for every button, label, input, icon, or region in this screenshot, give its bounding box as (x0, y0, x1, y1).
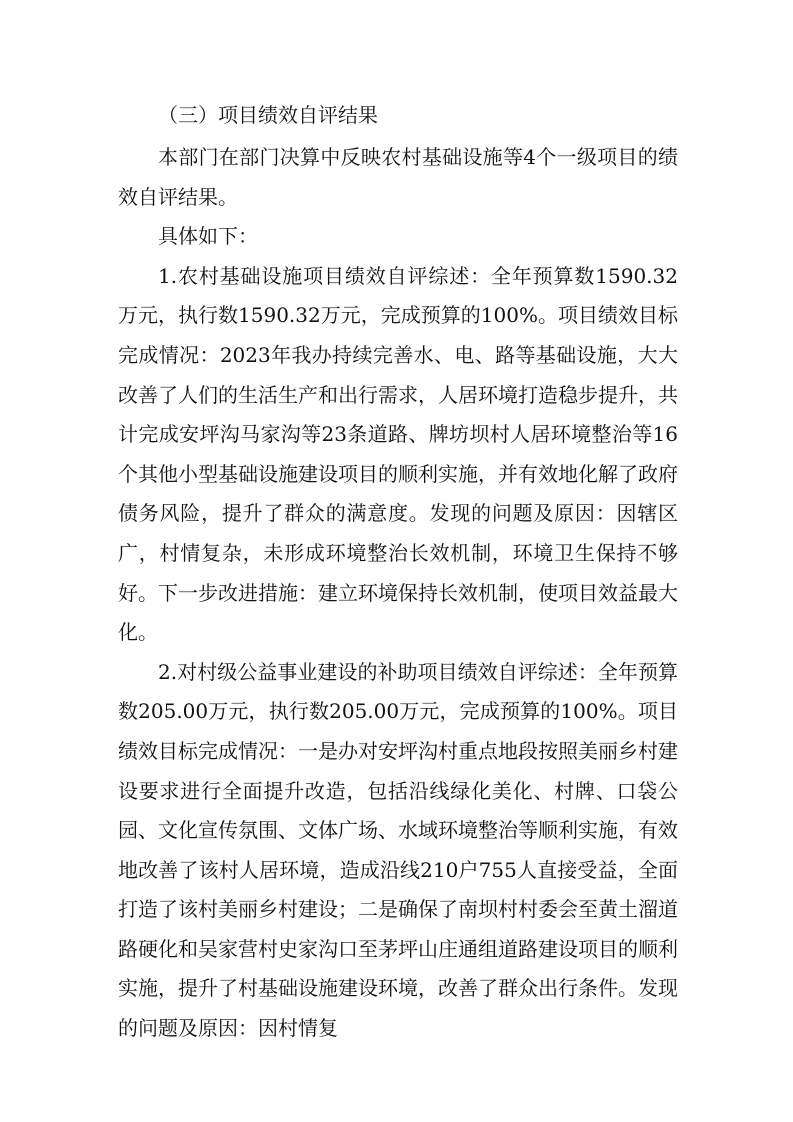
paragraph-details-label: 具体如下： (158, 224, 258, 249)
section-heading: （三）项目绩效自评结果 (158, 103, 378, 127)
paragraph-intro: 本部门在部门决算中反映农村基础设施等4个一级项目的绩效自评结果。 (118, 145, 678, 209)
paragraph-item-1-rural-infrastructure: 1.农村基础设施项目绩效自评综述：全年预算数1590.32万元，执行数1590.32万元，完成预算的100%。项目绩效目标完成情况：2023年我办持续完善水、电、路等基础设施，大大改善了人们的生活生产和出行需求，人居环境打造稳步提升，共计完成安坪沟马家沟等23条道路、牌坊坝村人居环境整治等16个其他小型基础设施建设项目的顺利实施，并有效地化解了政府债务风险，提升了群众的满意度。发现的问题及原因：因辖区广，村情复杂，未形成环境整治长效机制，环境卫生保持不够好。下一步改进措施：建立环境保持长效机制，使项目效益最大化。 (118, 263, 678, 645)
document-page (118, 96, 678, 1049)
paragraph-item-2-village-public-welfare: 2.对村级公益事业建设的补助项目绩效自评综述：全年预算数205.00万元，执行数205.00万元，完成预算的100%。项目绩效目标完成情况：一是办对安坪沟村重点地段按照美丽乡村建设要求进行全面提升改造，包括沿线绿化美化、村牌、口袋公园、文化宣传氛围、文体广场、水域环境整治等顺利实施，有效地改善了该村人居环境，造成沿线210户755人直接受益，全面打造了该村美丽乡村建设；二是确保了南坝村村委会至黄土溜道路硬化和吴家营村史家沟口至茅坪山庄通组道路建设项目的顺利实施，提升了村基础设施建设环境，改善了群众出行条件。发现的问题及原因：因村情复 (118, 659, 678, 1041)
